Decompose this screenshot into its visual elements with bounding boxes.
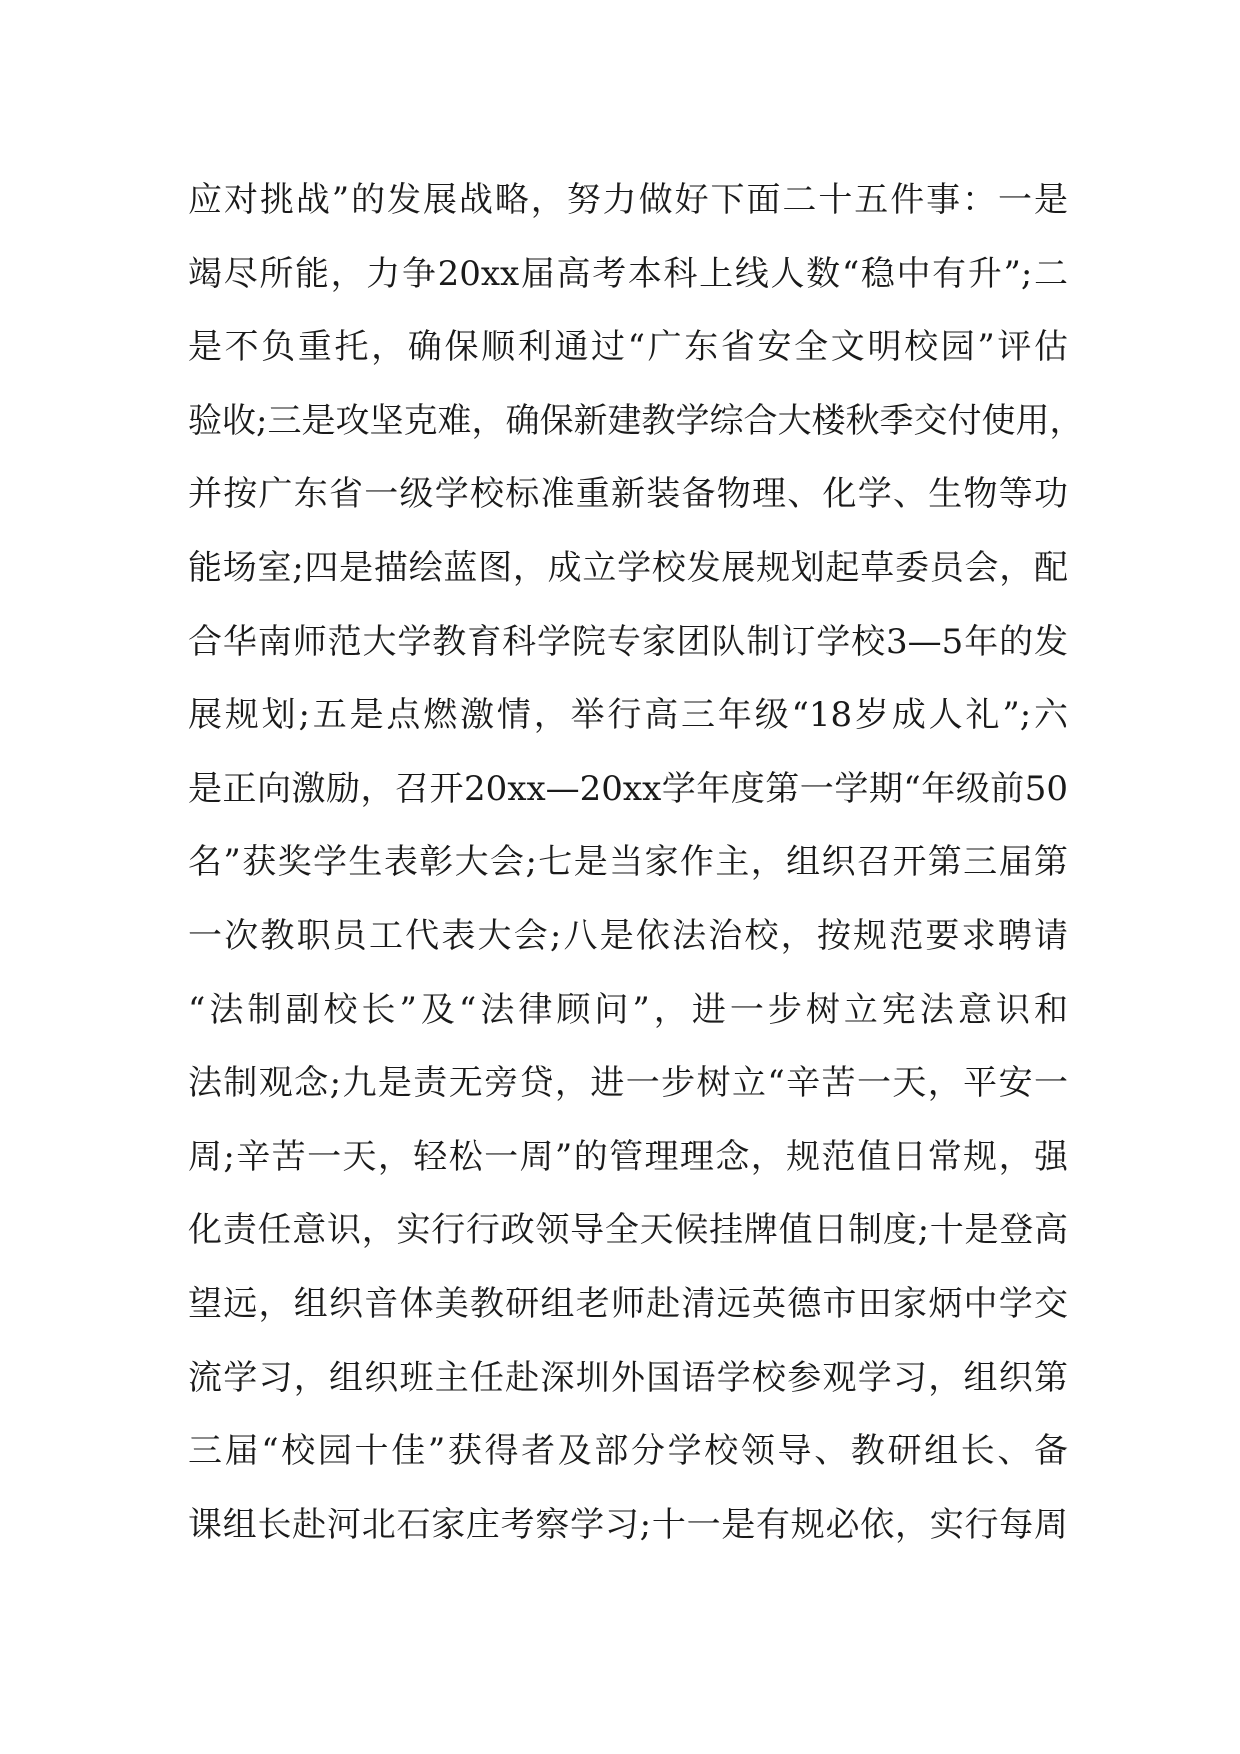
text-line: 验收;三是攻坚克难，确保新建教学综合大楼秋季交付使用，	[188, 400, 1084, 441]
body-text	[188, 170, 1084, 1568]
text-line: 展规划;五是点燃激情，举行高三年级“18岁成人礼”;六	[188, 695, 1068, 736]
text-line: 流学习，组织班主任赴深圳外国语学校参观学习，组织第	[188, 1357, 1068, 1398]
text-line: 法制观念;九是责无旁贷，进一步树立“辛苦一天，平安一	[188, 1063, 1068, 1104]
text-line: 化责任意识，实行行政领导全天候挂牌值日制度;十是登高	[188, 1210, 1068, 1251]
text-line: 课组长赴河北石家庄考察学习;十一是有规必依，实行每周	[188, 1504, 1068, 1545]
text-line: 周;辛苦一天，轻松一周”的管理理念，规范值日常规，强	[188, 1136, 1068, 1177]
text-line: 一次教职员工代表大会;八是依法治校，按规范要求聘请	[188, 915, 1068, 956]
text-line: “法制副校长”及“法律顾问”，进一步树立宪法意识和	[188, 989, 1068, 1030]
text-line: 是不负重托，确保顺利通过“广东省安全文明校园”评估	[188, 327, 1068, 368]
text-line: 三届“校园十佳”获得者及部分学校领导、教研组长、备	[188, 1431, 1068, 1472]
text-line: 应对挑战”的发展战略，努力做好下面二十五件事：一是	[188, 180, 1068, 220]
text-line: 能场室;四是描绘蓝图，成立学校发展规划起草委员会，配	[188, 547, 1068, 588]
text-line: 竭尽所能，力争20xx届高考本科上线人数“稳中有升”;二	[188, 253, 1068, 294]
text-line: 合华南师范大学教育科学院专家团队制订学校3—5年的发	[188, 621, 1068, 662]
text-line: 望远，组织音体美教研组老师赴清远英德市田家炳中学交	[188, 1283, 1068, 1324]
text-line: 是正向激励，召开20xx—20xx学年度第一学期“年级前50	[188, 768, 1068, 809]
text-line: 并按广东省一级学校标准重新装备物理、化学、生物等功	[188, 474, 1068, 515]
text-line: 名”获奖学生表彰大会;七是当家作主，组织召开第三届第	[188, 842, 1068, 883]
